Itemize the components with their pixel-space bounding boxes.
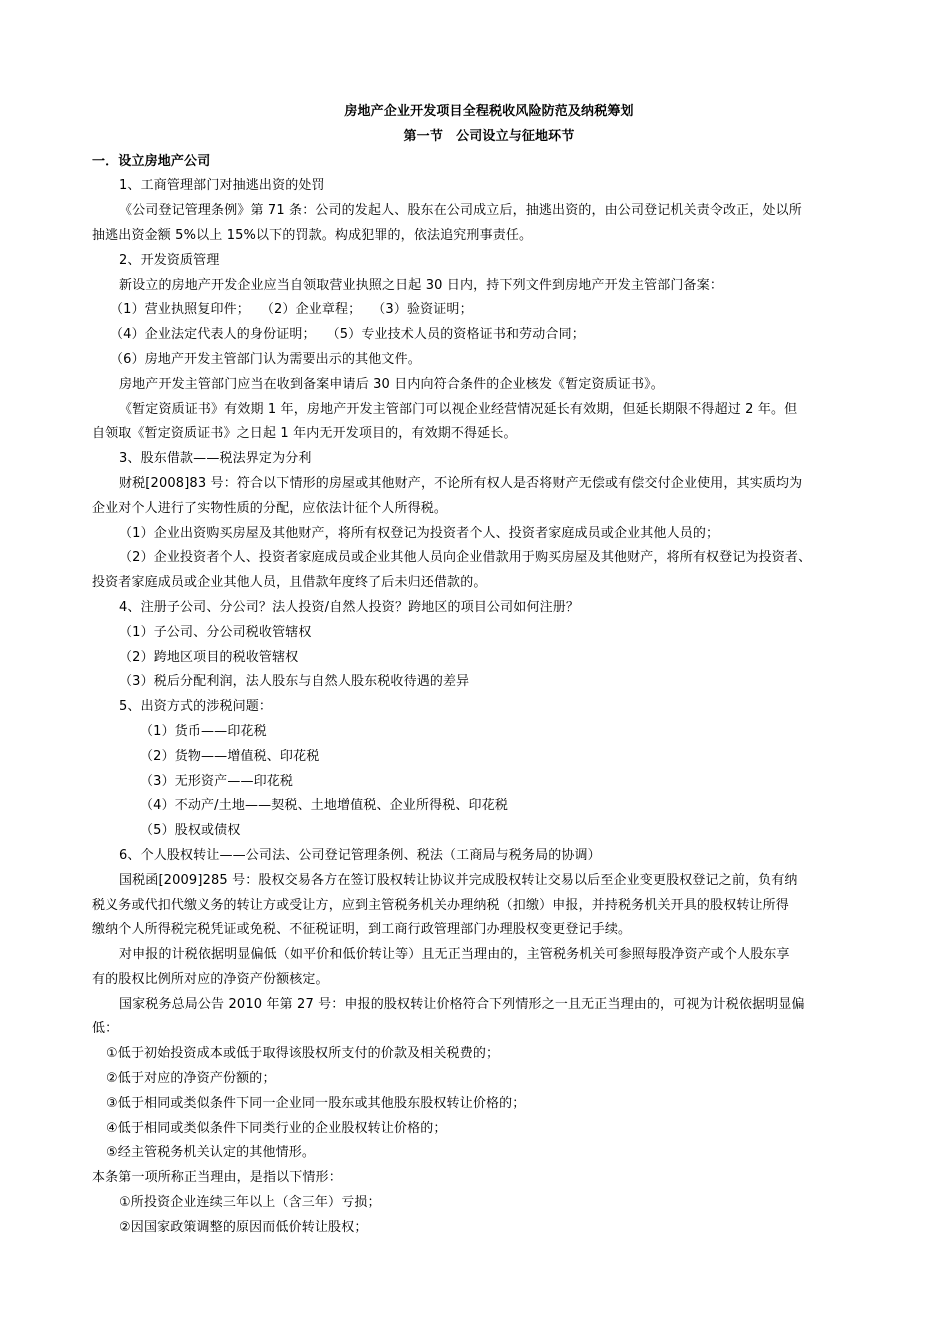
paragraph-line: 企业对个人进行了实物性质的分配，应依法计征个人所得税。 [92, 500, 448, 516]
list-item: （4）不动产/土地——契税、土地增值税、企业所得税、印花税 [140, 798, 509, 814]
list-item: （2）货物——增值税、印花税 [140, 748, 320, 764]
paragraph-line: 投资者家庭成员或企业其他人员，且借款年度终了后未归还借款的。 [92, 575, 487, 591]
section-heading: 第一节 公司设立与征地环节 [403, 128, 575, 144]
subheading: 5、出资方式的涉税问题： [119, 699, 273, 715]
list-item: ①所投资企业连续三年以上（含三年）亏损； [119, 1195, 381, 1211]
subheading: 6、个人股权转让——公司法、公司登记管理条例、税法（工商局与税务局的协调） [119, 847, 601, 863]
list-item: （1）货币——印花税 [140, 723, 267, 739]
paragraph-line: 有的股权比例所对应的净资产份额核定。 [92, 971, 329, 987]
list-item: （1）子公司、分公司税收管辖权 [119, 624, 312, 640]
paragraph-line: 对申报的计税依据明显偏低（如平价和低价转让等）且无正当理由的，主管税务机关可参照每股净资产或个人股东享 [119, 947, 790, 963]
list-item: （2）跨地区项目的税收管辖权 [119, 649, 299, 665]
paragraph-line: 《公司登记管理条例》第 71 条：公司的发起人、股东在公司成立后，抽逃出资的，由公司登记机关责令改正，处以所 [119, 203, 802, 219]
subheading: 1、工商管理部门对抽逃出资的处罚 [119, 178, 325, 194]
list-item: （3）税后分配利润，法人股东与自然人股东税收待遇的差异 [119, 674, 470, 690]
paragraph-line: 税义务或代扣代缴义务的转让方或受让方，应到主管税务机关办理纳税（扣缴）申报，并持税务机关开具的股权转让所得 [92, 897, 789, 913]
paragraph-line: 《暂定资质证书》有效期 1 年，房地产开发主管部门可以视企业经营情况延长有效期，但延长期限不得超过 2 年。但 [119, 401, 798, 417]
list-item: （1）营业执照复印件； （2）企业章程； （3）验资证明； [110, 302, 473, 318]
document-page [92, 100, 872, 1241]
subheading: 4、注册子公司、分公司？法人投资/自然人投资？跨地区的项目公司如何注册？ [119, 599, 580, 615]
paragraph-line: 国税函[2009]285 号：股权交易各方在签订股权转让协议并完成股权转让交易以后至企业变更股权登记之前，负有纳 [119, 872, 798, 888]
list-item: （4）企业法定代表人的身份证明； （5）专业技术人员的资格证书和劳动合同； [110, 327, 585, 343]
subheading: 2、开发资质管理 [119, 252, 220, 268]
paragraph-line: 低： [92, 1021, 119, 1037]
paragraph-line: 财税[2008]83 号：符合以下情形的房屋或其他财产，不论所有权人是否将财产无偿或有偿交付企业使用，其实质均为 [119, 475, 803, 491]
list-item: （5）股权或债权 [140, 823, 241, 839]
list-item: （3）无形资产——印花税 [140, 773, 294, 789]
paragraph-line: 抽逃出资金额 5%以上 15%以下的罚款。构成犯罪的，依法追究刑事责任。 [92, 227, 533, 243]
subheading: 3、股东借款——税法界定为分利 [119, 451, 312, 467]
list-item: ②低于对应的净资产份额的； [106, 1071, 276, 1087]
list-item: ②因国家政策调整的原因而低价转让股权； [119, 1219, 368, 1235]
list-item: ④低于相同或类似条件下同类行业的企业股权转让价格的； [106, 1120, 447, 1136]
list-item: ⑤经主管税务机关认定的其他情形。 [106, 1145, 316, 1161]
heading-1: 一．设立房地产公司 [92, 153, 211, 169]
paragraph-line: 国家税务总局公告 2010 年第 27 号：申报的股权转让价格符合下列情形之一且无正当理由的，可视为计税依据明显偏 [119, 996, 805, 1012]
list-item: ①低于初始投资成本或低于取得该股权所支付的价款及相关税费的； [106, 1046, 500, 1062]
document-title: 房地产企业开发项目全程税收风险防范及纳税筹划 [344, 104, 634, 119]
list-item: （1）企业出资购买房屋及其他财产，将所有权登记为投资者个人、投资者家庭成员或企业其他人员的； [119, 525, 720, 541]
paragraph-line: 新设立的房地产开发企业应当自领取营业执照之日起 30 日内，持下列文件到房地产开发主管部门备案： [119, 277, 724, 293]
paragraph-line: 缴纳个人所得税完税凭证或免税、不征税证明，到工商行政管理部门办理股权变更登记手续。 [92, 922, 632, 938]
list-item: （2）企业投资者个人、投资者家庭成员或企业其他人员向企业借款用于购买房屋及其他财产，将所有权登记为投资者、 [119, 550, 812, 566]
list-item: （6）房地产开发主管部门认为需要出示的其他文件。 [110, 351, 421, 367]
paragraph-line: 自领取《暂定资质证书》之日起 1 年内无开发项目的，有效期不得延长。 [92, 426, 517, 442]
paragraph-line: 本条第一项所称正当理由，是指以下情形： [92, 1170, 342, 1186]
paragraph-line: 房地产开发主管部门应当在收到备案申请后 30 日内向符合条件的企业核发《暂定资质证书》。 [119, 376, 664, 392]
list-item: ③低于相同或类似条件下同一企业同一股东或其他股东股权转让价格的； [106, 1095, 526, 1111]
